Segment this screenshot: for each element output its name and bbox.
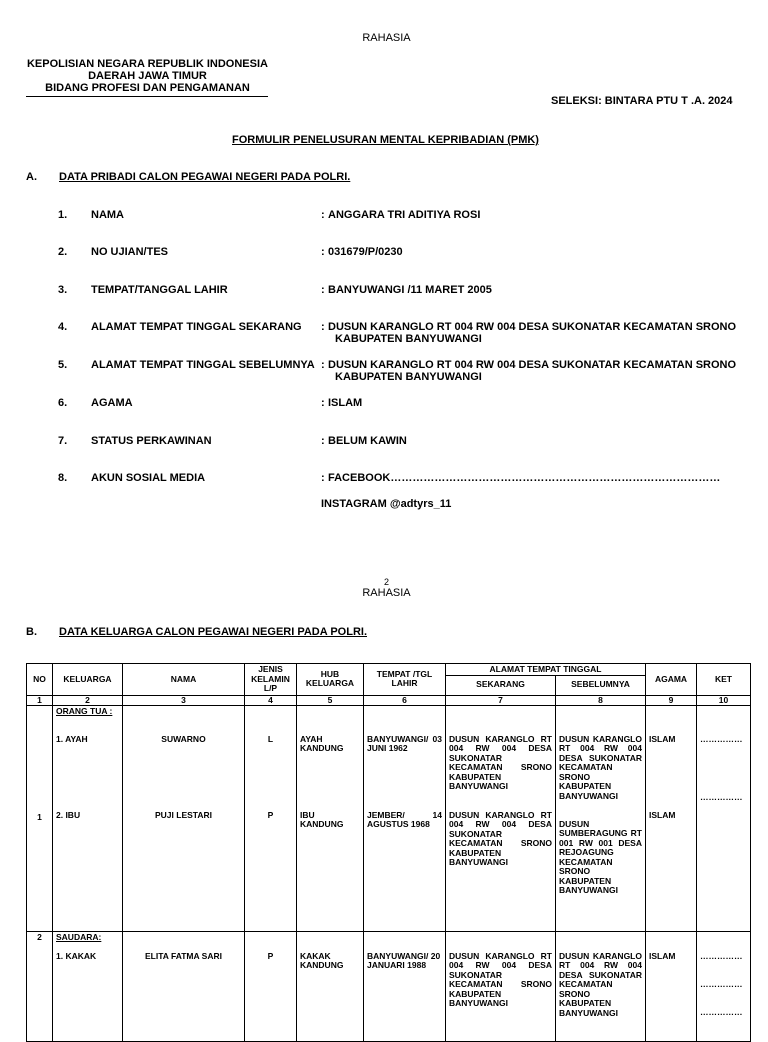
field-value-line-2: KABUPATEN BANYUWANGI (335, 371, 482, 383)
column-number: 6 (364, 695, 446, 705)
member-address-current: DUSUN KARANGLO RT 004 RW 004 DESA SUKONATAR KECAMATAN SRONO KABUPATEN BANYUWANGI (449, 733, 552, 791)
field-value: BELUM KAWIN (328, 435, 407, 447)
field-label: NAMA (91, 209, 124, 221)
table-row (27, 931, 751, 1041)
field-colon: : (321, 284, 325, 296)
member-relationship: KAKAK KANDUNG (300, 950, 344, 970)
field-number: 8. (58, 472, 68, 484)
org-line-1: KEPOLISIAN NEGARA REPUBLIK INDONESIA (26, 58, 268, 70)
header-nama: NAMA (123, 664, 245, 696)
column-number: 9 (646, 695, 697, 705)
table-row (27, 705, 751, 931)
member-sex: P (267, 809, 274, 820)
column-number: 8 (556, 695, 646, 705)
header-jenis-kelamin: JENIS KELAMIN L/P (245, 664, 297, 696)
field-value: ISLAM (328, 397, 363, 409)
field-colon: : (321, 209, 325, 221)
field-number: 1. (58, 209, 68, 221)
member-address-current: DUSUN KARANGLO RT 004 RW 004 DESA SUKONATAR KECAMATAN SRONO KABUPATEN BANYUWANGI (449, 809, 552, 867)
member-religion: ISLAM (649, 733, 676, 744)
member-ket: …………… (700, 1007, 743, 1017)
field-label: NO UJIAN/TES (91, 246, 169, 258)
member-relation: 2. IBU (56, 809, 81, 820)
field-label: TEMPAT/TANGGAL LAHIR (91, 284, 228, 296)
member-ket: …………… (700, 951, 743, 961)
field-value: DUSUN KARANGLO RT 004 RW 004 DESA SUKONATAR KECAMATAN SRONO (328, 359, 737, 371)
member-name: ELITA FATMA SARI (145, 950, 222, 961)
section-a-title: DATA PRIBADI CALON PEGAWAI NEGERI PADA POLRI. (59, 171, 351, 183)
organization-header (20, 58, 275, 94)
header-agama: AGAMA (646, 664, 697, 696)
header-keluarga: KELUARGA (53, 664, 123, 696)
member-birth: BANYUWANGI/ 20 JANUARI 1988 (367, 950, 441, 970)
classification-label-page-2: RAHASIA (362, 587, 411, 599)
member-name: SUWARNO (161, 733, 206, 744)
member-address-previous: DUSUN SUMBERAGUNG RT 001 RW 001 DESA REJOAGUNG KECAMATAN SRONO KABUPATEN BANYUWANGI (559, 818, 642, 895)
field-number: 7. (58, 435, 68, 447)
section-a-letter: A. (26, 171, 37, 183)
member-birth: JEMBER/ 14 AGUSTUS 1968 (367, 809, 442, 829)
field-colon: : (321, 359, 325, 371)
org-line-3: BIDANG PROFESI DAN PENGAMANAN (45, 82, 250, 94)
header-ket: KET (697, 664, 751, 696)
field-number: 4. (58, 321, 68, 333)
column-number-row (27, 695, 751, 705)
field-number: 6. (58, 397, 68, 409)
column-number: 2 (53, 695, 123, 705)
field-label: AGAMA (91, 397, 133, 409)
field-number: 2. (58, 246, 68, 258)
field-label: ALAMAT TEMPAT TINGGAL SEBELUMNYA (91, 359, 315, 371)
header-hub-keluarga: HUB KELUARGA (297, 664, 364, 696)
header-sebelumnya: SEBELUMNYA (556, 675, 646, 695)
member-name: PUJI LESTARI (155, 809, 212, 820)
classification-label: RAHASIA (362, 32, 411, 44)
family-table (26, 663, 751, 1042)
member-sex: L (267, 733, 274, 744)
member-ket: …………… (700, 979, 743, 989)
member-sex: P (267, 950, 274, 961)
field-colon: : (321, 397, 325, 409)
member-ket: …………… (700, 792, 743, 802)
field-value: FACEBOOK……………………………………………………………………………… (328, 472, 721, 484)
member-relation: 1. AYAH (56, 733, 88, 744)
field-value: BANYUWANGI /11 MARET 2005 (328, 284, 492, 296)
member-religion: ISLAM (649, 809, 676, 820)
member-address-previous: DUSUN KARANGLO RT 004 RW 004 DESA SUKONATAR KECAMATAN SRONO KABUPATEN BANYUWANGI (559, 950, 642, 1018)
column-number: 5 (297, 695, 364, 705)
column-number: 10 (697, 695, 751, 705)
field-value: DUSUN KARANGLO RT 004 RW 004 DESA SUKONATAR KECAMATAN SRONO (328, 321, 737, 333)
group-label: ORANG TUA : (56, 705, 113, 716)
selection-label: SELEKSI: BINTARA PTU T .A. 2024 (551, 95, 733, 107)
header-sekarang: SEKARANG (446, 675, 556, 695)
row-number: 2 (27, 931, 53, 1041)
page-number: 2 (383, 577, 389, 587)
field-value: 031679/P/0230 (328, 246, 403, 258)
member-relation: 1. KAKAK (56, 950, 97, 961)
field-value: ANGGARA TRI ADITIYA ROSI (328, 209, 481, 221)
field-colon: : (321, 435, 325, 447)
field-colon: : (321, 472, 325, 484)
field-label: ALAMAT TEMPAT TINGGAL SEKARANG (91, 321, 302, 333)
field-value-line-2: KABUPATEN BANYUWANGI (335, 333, 482, 345)
field-colon: : (321, 246, 325, 258)
header-no: NO (27, 664, 53, 696)
member-relationship: IBU KANDUNG (300, 809, 344, 829)
column-number: 1 (27, 695, 53, 705)
section-b-title: DATA KELUARGA CALON PEGAWAI NEGERI PADA POLRI. (59, 626, 368, 638)
member-ket: …………… (700, 734, 743, 744)
field-label: AKUN SOSIAL MEDIA (91, 472, 206, 484)
member-birth: BANYUWANGI/ 03 JUNI 1962 (367, 733, 442, 753)
section-b-letter: B. (26, 626, 37, 638)
member-religion: ISLAM (649, 950, 676, 961)
member-address-previous: DUSUN KARANGLO RT 004 RW 004 DESA SUKONATAR KECAMATAN SRONO KABUPATEN BANYUWANGI (559, 733, 642, 801)
field-colon: : (321, 321, 325, 333)
field-label: STATUS PERKAWINAN (91, 435, 212, 447)
header-alamat: ALAMAT TEMPAT TINGGAL (446, 664, 646, 676)
column-number: 7 (446, 695, 556, 705)
header-tempat-tgl-lahir: TEMPAT /TGL LAHIR (364, 664, 446, 696)
column-number: 4 (245, 695, 297, 705)
field-number: 3. (58, 284, 68, 296)
member-address-current: DUSUN KARANGLO RT 004 RW 004 DESA SUKONATAR KECAMATAN SRONO KABUPATEN BANYUWANGI (449, 950, 552, 1008)
column-number: 3 (123, 695, 245, 705)
field-number: 5. (58, 359, 68, 371)
field-value-instagram: INSTAGRAM @adtyrs_11 (321, 498, 452, 510)
org-line-2: DAERAH JAWA TIMUR (88, 70, 207, 82)
form-title: FORMULIR PENELUSURAN MENTAL KEPRIBADIAN (PMK) (232, 134, 539, 146)
group-label: SAUDARA: (56, 931, 102, 942)
member-relationship: AYAH KANDUNG (300, 733, 344, 753)
row-number: 1 (27, 705, 53, 931)
header-divider (26, 96, 268, 97)
